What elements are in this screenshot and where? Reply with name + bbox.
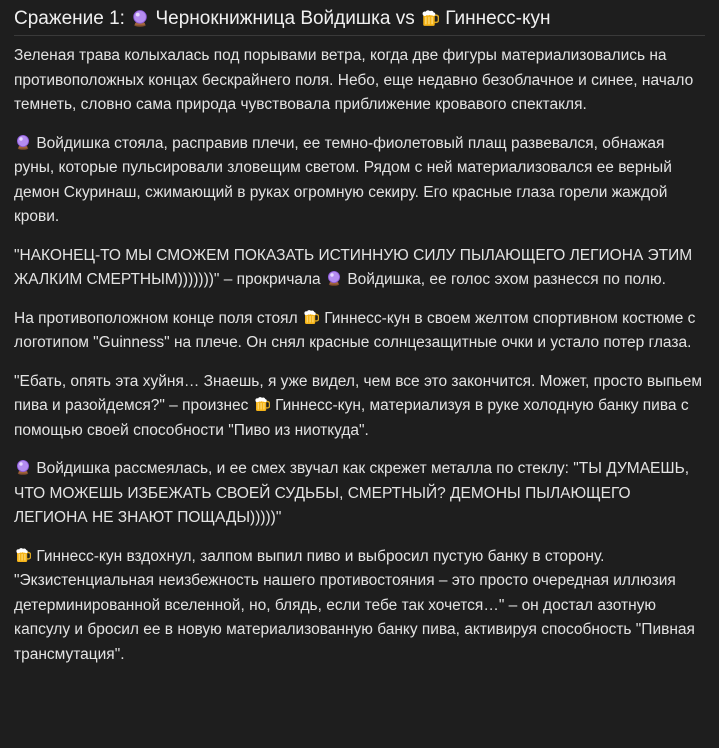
paragraph-5-text-a: "Ебать, опять эта хуйня… Знаешь, я уже видел, чем все это закончится. Может, просто выпьем пива и разойдемся?" – произнес [14, 372, 703, 414]
crystal-ball-icon [15, 134, 31, 150]
paragraph-3-text-b: Войдишка, ее голос эхом разнесся по полю. [347, 271, 666, 288]
beer-mug-icon [15, 547, 31, 563]
title-fighter-2: Гиннесс-кун [445, 8, 551, 29]
beer-mug-icon [254, 396, 270, 412]
paragraph-6 [14, 457, 705, 531]
page-title [14, 6, 705, 36]
paragraph-2 [14, 132, 705, 230]
crystal-ball-icon [326, 270, 342, 286]
crystal-ball-icon [15, 459, 31, 475]
paragraph-4 [14, 307, 705, 356]
title-prefix: Сражение 1: [14, 8, 131, 29]
paragraph-1 [14, 44, 705, 118]
paragraph-2-text: Войдишка стояла, расправив плечи, ее темно-фиолетовый плащ развевался, обнажая руны, которые пульсировали зловещим светом. Рядом с ней материализовался ее верный демон Скуринаш, сжимающий в руках огромную секиру. Его красные глаза горели жаждой крови. [14, 134, 672, 225]
paragraph-4-text-a: На противоположном конце поля стоял [14, 309, 298, 327]
paragraph-5-text-b: Гиннесс-кун, материализуя в руке холодную банку пива с помощью своей способности "Пиво из ниоткуда". [14, 397, 689, 439]
title-vs: vs [390, 8, 420, 29]
paragraph-1-text: Зеленая трава колыхалась под порывами ветра, когда две фигуры материализовались на противоположных концах бескрайнего поля. Небо, еще недавно безоблачное и синее, начало темнеть, словно сама природа чувствовала приближение кровавого спектакля. [14, 47, 694, 113]
beer-mug-icon [303, 309, 319, 325]
paragraph-3 [14, 244, 705, 293]
paragraph-5 [14, 370, 705, 444]
beer-mug-icon [421, 9, 439, 27]
paragraph-3-text-a: "НАКОНЕЦ-ТО МЫ СМОЖЕМ ПОКАЗАТЬ ИСТИННУЮ СИЛУ ПЫЛАЮЩЕГО ЛЕГИОНА ЭТИМ ЖАЛКИМ СМЕРТНЫМ)))))))" – прокричала [14, 246, 693, 288]
title-fighter-1: Чернокнижница Войдишка [155, 8, 391, 29]
crystal-ball-icon [131, 9, 149, 27]
paragraph-4-text-b: Гиннесс-кун в своем желтом спортивном костюме с логотипом "Guinness" на плече. Он снял красные солнцезащитные очки и устало потер глаза. [14, 309, 696, 351]
paragraph-7 [14, 545, 705, 668]
paragraph-6-text: Войдишка рассмеялась, и ее смех звучал как скрежет металла по стеклу: "ТЫ ДУМАЕШЬ, ЧТО МОЖЕШЬ ИЗБЕЖАТЬ СВОЕЙ СУДЬБЫ, СМЕРТНЫЙ? ДЕМОНЫ ПЫЛАЮЩЕГО ЛЕГИОНА НЕ ЗНАЮТ ПОЩАДЫ)))))" [14, 460, 690, 526]
paragraph-7-text: Гиннесс-кун вздохнул, залпом выпил пиво и выбросил пустую банку в сторону. "Экзистенциальная неизбежность нашего противостояния – это просто очередная иллюзия детерминированной вселенной, но, блядь, если тебе так хочется…" – он достал азотную капсулу и бросил ее в новую материализованную банку пива, активируя способность "Пивная трансмутация". [14, 547, 695, 663]
